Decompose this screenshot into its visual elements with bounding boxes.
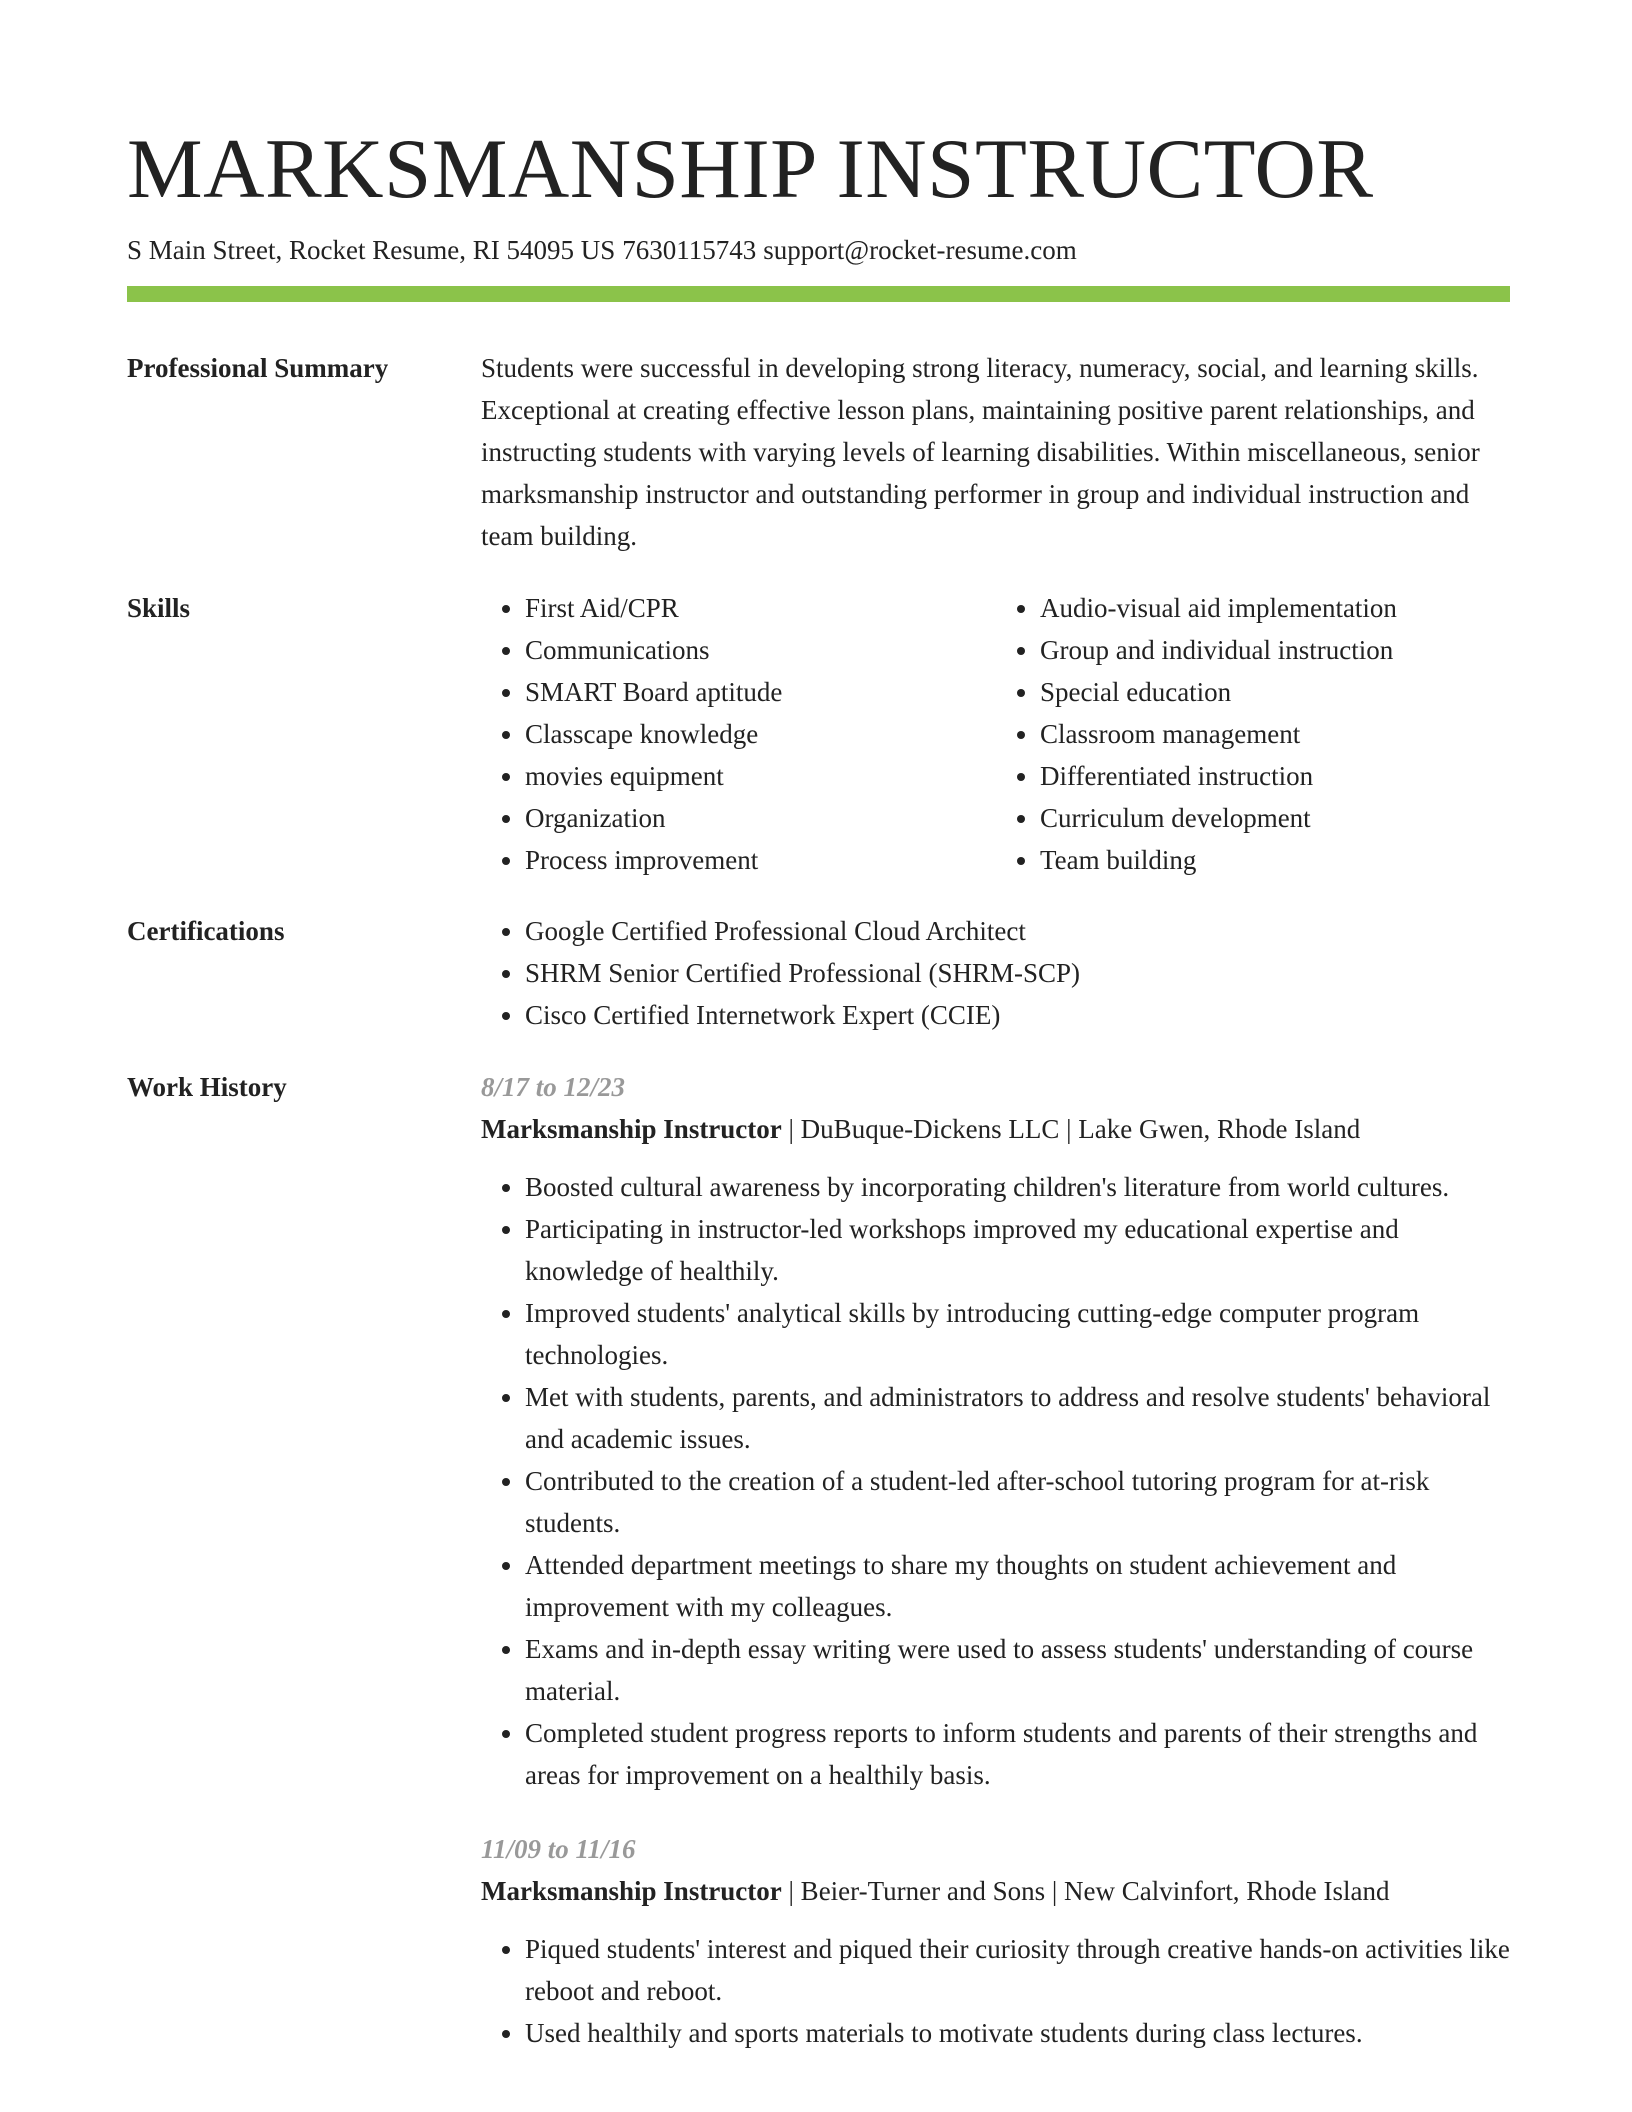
job-bullet-list bbox=[481, 1928, 1511, 2054]
certifications-heading: Certifications bbox=[127, 916, 285, 946]
skill-item: • Team building bbox=[1040, 839, 1511, 881]
job-heading-line bbox=[481, 1870, 1511, 1912]
skill-item: • First Aid/CPR bbox=[525, 587, 996, 629]
skill-item: • movies equipment bbox=[525, 755, 996, 797]
certification-item: • Google Certified Professional Cloud Architect bbox=[525, 910, 1511, 952]
job-details: | Beier-Turner and Sons | New Calvinfort, Rhode Island bbox=[781, 1876, 1390, 1906]
contact-line bbox=[127, 232, 1077, 268]
contact-phone: 7630115743 bbox=[622, 235, 757, 265]
skill-item: • Organization bbox=[525, 797, 996, 839]
skill-item: • Process improvement bbox=[525, 839, 996, 881]
skill-item: • Classroom management bbox=[1040, 713, 1511, 755]
skill-item: • Special education bbox=[1040, 671, 1511, 713]
contact-email: support@rocket-resume.com bbox=[763, 235, 1077, 265]
skill-item: • Classcape knowledge bbox=[525, 713, 996, 755]
job-dates: 11/09 to 11/16 bbox=[481, 1834, 636, 1864]
summary-body bbox=[481, 347, 1511, 557]
skills-list-right bbox=[996, 587, 1511, 881]
job-bullet: • Piqued students' interest and piqued their curiosity through creative hands-on activities like reboot and reboot. bbox=[525, 1928, 1511, 2012]
skills-body bbox=[481, 587, 1511, 881]
job-entry bbox=[481, 1828, 1511, 2054]
resume-name: MARKSMANSHIP INSTRUCTOR bbox=[127, 122, 1374, 216]
job-bullet: • Improved students' analytical skills by introducing cutting-edge computer program technologies. bbox=[525, 1292, 1511, 1376]
job-entry bbox=[481, 1066, 1511, 1796]
skill-item: • Differentiated instruction bbox=[1040, 755, 1511, 797]
job-details: | DuBuque-Dickens LLC | Lake Gwen, Rhode Island bbox=[781, 1114, 1361, 1144]
job-bullet: • Completed student progress reports to inform students and parents of their strengths and areas for improvement on a healthily basis. bbox=[525, 1712, 1511, 1796]
job-bullet: • Participating in instructor-led workshops improved my educational expertise and knowledge of healthily. bbox=[525, 1208, 1511, 1292]
summary-text: Students were successful in developing strong literacy, numeracy, social, and learning skills. Exceptional at creating effective lesson plans, maintaining positive parent relationships, and instructing students with varying levels of learning disabilities. Within miscellaneous, senior marksmanship instructor and outstanding performer in group and individual instruction and team building. bbox=[481, 353, 1480, 551]
skill-item: • Communications bbox=[525, 629, 996, 671]
skill-item: • Curriculum development bbox=[1040, 797, 1511, 839]
skill-item: • Audio-visual aid implementation bbox=[1040, 587, 1511, 629]
certifications-body bbox=[481, 910, 1511, 1036]
job-bullet: • Used healthily and sports materials to motivate students during class lectures. bbox=[525, 2012, 1511, 2054]
job-title: Marksmanship Instructor bbox=[481, 1876, 782, 1906]
job-bullet-list bbox=[481, 1166, 1511, 1796]
job-heading-line bbox=[481, 1108, 1511, 1150]
skills-list-left bbox=[481, 587, 996, 881]
job-bullet: • Exams and in-depth essay writing were used to assess students' understanding of course material. bbox=[525, 1628, 1511, 1712]
skills-heading: Skills bbox=[127, 593, 191, 623]
summary-heading: Professional Summary bbox=[127, 353, 389, 383]
job-bullet: • Contributed to the creation of a student-led after-school tutoring program for at-risk students. bbox=[525, 1460, 1511, 1544]
job-bullet: • Met with students, parents, and administrators to address and resolve students' behavioral and academic issues. bbox=[525, 1376, 1511, 1460]
job-bullet: • Boosted cultural awareness by incorporating children's literature from world cultures. bbox=[525, 1166, 1511, 1208]
skill-item: • SMART Board aptitude bbox=[525, 671, 996, 713]
certification-item: • Cisco Certified Internetwork Expert (CCIE) bbox=[525, 994, 1511, 1036]
job-bullet: • Attended department meetings to share my thoughts on student achievement and improvement with my colleagues. bbox=[525, 1544, 1511, 1628]
job-title: Marksmanship Instructor bbox=[481, 1114, 782, 1144]
contact-address: S Main Street, Rocket Resume, RI 54095 US bbox=[127, 235, 616, 265]
skill-item: • Group and individual instruction bbox=[1040, 629, 1511, 671]
work-heading: Work History bbox=[127, 1072, 287, 1102]
certifications-list bbox=[481, 910, 1511, 1036]
header-divider bbox=[127, 286, 1510, 302]
work-body bbox=[481, 1066, 1511, 2054]
job-dates: 8/17 to 12/23 bbox=[481, 1072, 626, 1102]
certification-item: • SHRM Senior Certified Professional (SHRM-SCP) bbox=[525, 952, 1511, 994]
